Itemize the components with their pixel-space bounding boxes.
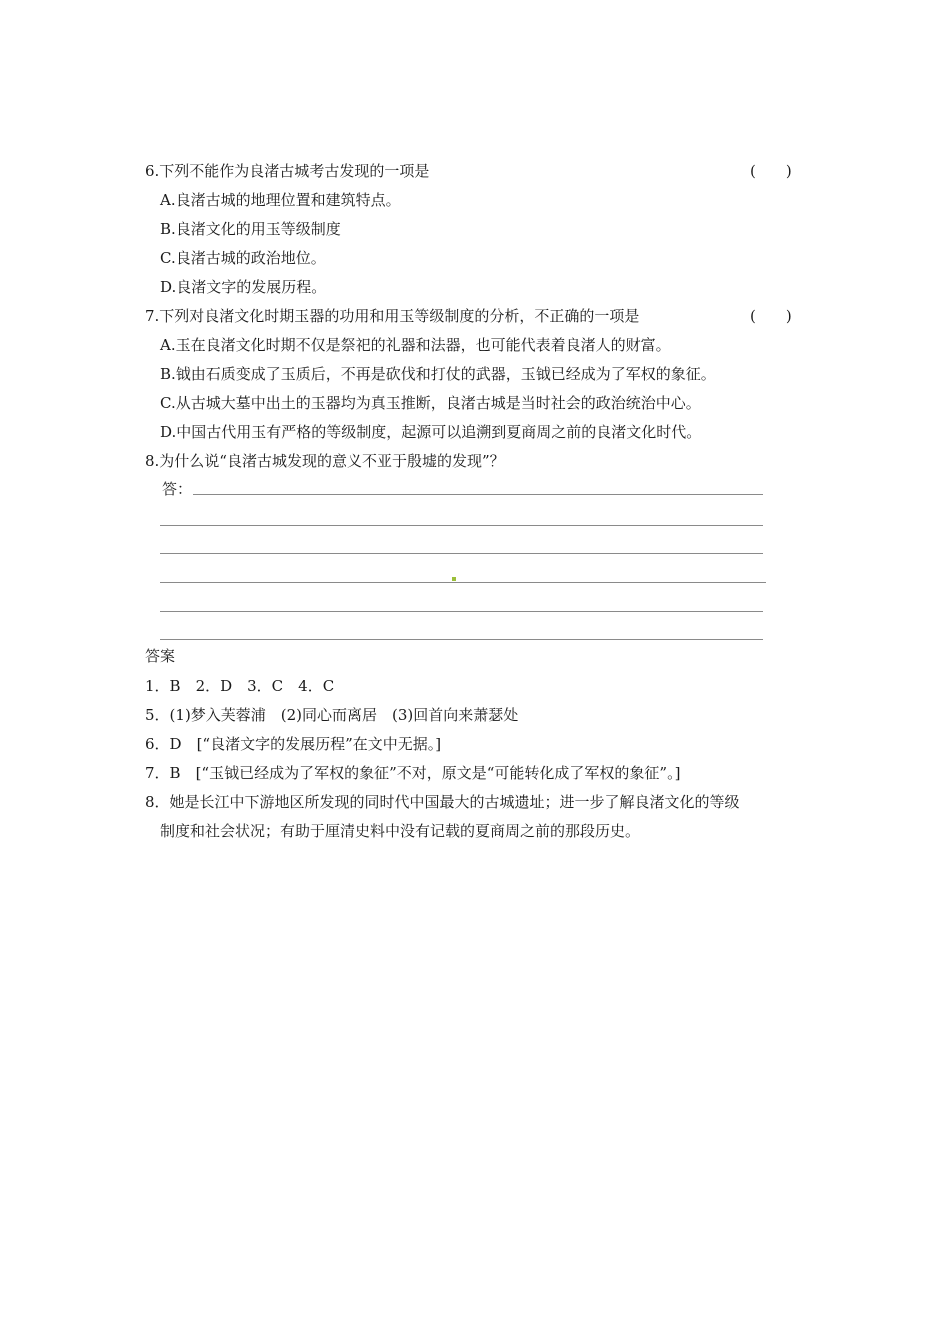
- question-7-option-b: B.钺由石质变成了玉质后，不再是砍伐和打仗的武器，玉钺已经成为了军权的象征。: [160, 365, 716, 383]
- answer-key-line-7: 7．B [“玉钺已经成为了军权的象征”不对，原文是“可能转化成了军权的象征”。]: [145, 764, 681, 782]
- answer-writing-line: [193, 494, 763, 495]
- question-7-option-c: C.从古城大墓中出土的玉器均为真玉推断，良渚古城是当时社会的政治统治中心。: [160, 394, 701, 412]
- question-7-option-d: D.中国古代用玉有严格的等级制度，起源可以追溯到夏商周之前的良渚文化时代。: [160, 423, 702, 441]
- question-6-option-b: B.良渚文化的用玉等级制度: [160, 220, 341, 238]
- question-6-answer-blank: ( ): [750, 162, 792, 180]
- answer-writing-line: [160, 639, 763, 640]
- answer-writing-line: [160, 525, 763, 526]
- answer-writing-line: [160, 553, 763, 554]
- answer-key-heading: 答案: [145, 647, 176, 665]
- ink-dot: [452, 577, 456, 581]
- question-7-option-a: A.玉在良渚文化时期不仅是祭祀的礼器和法器，也可能代表着良渚人的财富。: [160, 336, 671, 354]
- question-6-option-c: C.良渚古城的政治地位。: [160, 249, 326, 267]
- question-7-stem: 7.下列对良渚文化时期玉器的功用和用玉等级制度的分析，不正确的一项是: [145, 307, 640, 325]
- answer-writing-line: [160, 611, 763, 612]
- question-6-option-d: D.良渚文字的发展历程。: [160, 278, 327, 296]
- answer-writing-line: [160, 582, 766, 583]
- answer-key-line-5: 5．(1)梦入芙蓉浦 (2)同心而离居 (3)回首向来萧瑟处: [145, 706, 519, 724]
- question-6-stem: 6.下列不能作为良渚古城考古发现的一项是: [145, 162, 430, 180]
- answer-label: 答：: [162, 480, 193, 498]
- answer-key-line-1: 1．B 2．D 3．C 4．C: [145, 677, 335, 695]
- answer-key-line-6: 6．D [“良渚文字的发展历程”在文中无据。]: [145, 735, 442, 753]
- answer-key-line-8: 8．她是长江中下游地区所发现的同时代中国最大的古城遗址；进一步了解良渚文化的等级: [145, 793, 740, 811]
- answer-key-line-8-continued: 制度和社会状况；有助于厘清史料中没有记载的夏商周之前的那段历史。: [160, 822, 641, 840]
- question-6-option-a: A.良渚古城的地理位置和建筑特点。: [160, 191, 401, 209]
- question-8-stem: 8.为什么说“良渚古城发现的意义不亚于殷墟的发现”？: [145, 452, 505, 470]
- question-7-answer-blank: ( ): [750, 307, 792, 325]
